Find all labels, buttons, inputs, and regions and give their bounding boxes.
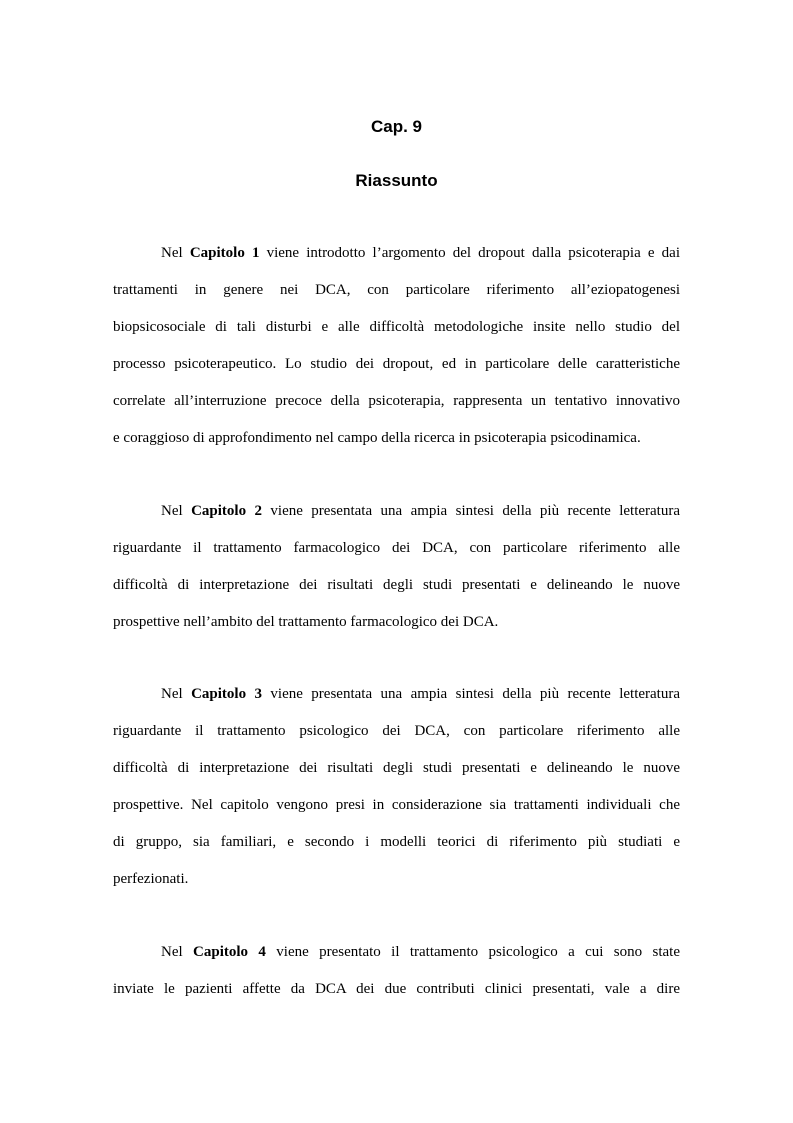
chapter-reference: Capitolo 1: [189, 245, 260, 261]
paragraph-line: e coraggioso di approfondimento nel campo della ricerca in psicoterapia psicodinamica.: [113, 430, 641, 446]
paragraph-line: prospettive. Nel capitolo vengono presi in considerazione sia trattamenti individuali che: [113, 797, 680, 813]
paragraph-line: inviate le pazienti affette da DCA dei due contributi clinici presentati, vale a dire: [113, 981, 680, 997]
paragraph-line: Nel Capitolo 1 viene introdotto l’argomento del dropout dalla psicoterapia e dai: [161, 245, 680, 261]
paragraph-line: riguardante il trattamento farmacologico dei DCA, con particolare riferimento alle: [113, 540, 680, 556]
paragraph-chapter-2: [113, 501, 680, 649]
chapter-reference: Capitolo 4: [193, 944, 266, 960]
paragraph-line: correlate all’interruzione precoce della psicoterapia, rappresenta un tentativo innovativo: [113, 393, 680, 409]
paragraph-line: trattamenti in genere nei DCA, con particolare riferimento all’eziopatogenesi: [113, 282, 680, 298]
paragraph-line: Nel Capitolo 2 viene presentata una ampia sintesi della più recente letteratura: [161, 503, 680, 519]
paragraph-chapter-3: [113, 684, 680, 906]
paragraph-line: Nel Capitolo 3 viene presentata una ampia sintesi della più recente letteratura: [161, 686, 680, 702]
paragraph-line: perfezionati.: [113, 871, 189, 887]
page-title: Riassunto: [355, 171, 438, 190]
paragraph-line: processo psicoterapeutico. Lo studio dei dropout, ed in particolare delle caratteristiche: [113, 356, 680, 372]
paragraph-line: biopsicosociale di tali disturbi e alle difficoltà metodologiche insite nello studio del: [113, 319, 680, 335]
paragraph-line: difficoltà di interpretazione dei risultati degli studi presentati e delineando le nuove: [113, 760, 680, 776]
paragraph-chapter-1: [113, 243, 680, 465]
paragraph-line: difficoltà di interpretazione dei risultati degli studi presentati e delineando le nuove: [113, 577, 680, 593]
chapter-reference: Capitolo 3: [191, 686, 262, 702]
paragraph-line: di gruppo, sia familiari, e secondo i modelli teorici di riferimento più studiati e: [113, 834, 680, 850]
paragraph-line: prospettive nell’ambito del trattamento farmacologico dei DCA.: [113, 614, 499, 630]
paragraph-line: riguardante il trattamento psicologico dei DCA, con particolare riferimento alle: [113, 723, 680, 739]
paragraph-line: Nel Capitolo 4 viene presentato il trattamento psicologico a cui sono state: [161, 944, 680, 960]
paragraph-chapter-4: [113, 942, 680, 1016]
chapter-reference: Capitolo 2: [191, 503, 262, 519]
chapter-label: Cap. 9: [370, 117, 423, 136]
